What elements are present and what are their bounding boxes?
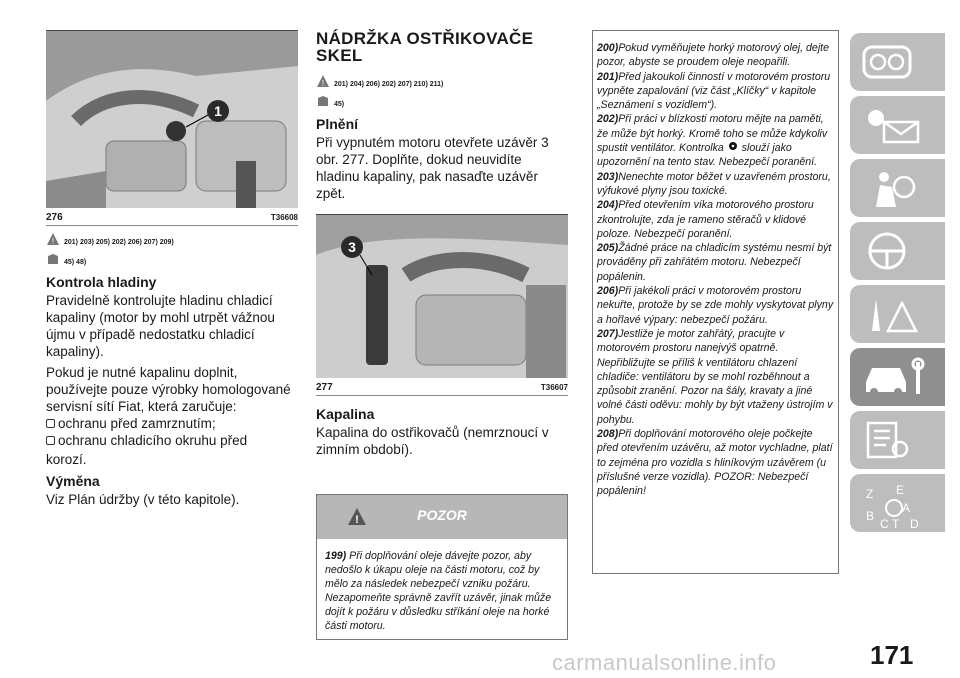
tab-dashboard[interactable] xyxy=(850,33,945,91)
callout-3: 3 xyxy=(348,239,356,255)
note-text: Před otevřením víka motorového prostoru zkontrolujte, zda je rameno stěračů v klidové poloze. Nebezpečí poranění. xyxy=(597,199,814,240)
note-text: Pokud vyměňujete horký motorový olej, dejte pozor, abyste se proudem oleje neopařili. xyxy=(597,42,830,69)
heading-fluid: Kapalina xyxy=(316,406,375,422)
paragraph: Viz Plán údržby (v této kapitole). xyxy=(46,492,240,507)
svg-text:!: ! xyxy=(355,514,359,526)
warning-triangle-icon xyxy=(316,74,330,88)
callout-1: 1 xyxy=(214,103,222,119)
note-number: 207) xyxy=(597,327,619,340)
svg-text:B: B xyxy=(866,509,875,523)
tab-emergency[interactable] xyxy=(850,285,945,343)
heading-filling: Plnění xyxy=(316,116,359,132)
warning-box-header xyxy=(317,495,567,539)
tab-lights-messages[interactable] xyxy=(850,96,945,154)
svg-text:E: E xyxy=(896,483,905,497)
engine-photo-276 xyxy=(46,30,298,208)
watermark: carmanualsonline.info xyxy=(552,650,777,675)
list-item xyxy=(597,241,834,284)
list-item xyxy=(597,198,834,241)
note-text: Při práci v blízkosti motoru mějte na paměti, že může být horký. Kromě toho se může kdykoliv spustit ventilátor. Kontrolka xyxy=(597,113,828,155)
engine-illustration xyxy=(316,215,568,378)
list-item xyxy=(597,70,834,113)
engine-photo-277 xyxy=(316,214,568,378)
note-text: Žádné práce na chladicím systému nesmí být prováděny při zahřátém motoru. Nebezpečí popálenin. xyxy=(597,242,832,283)
steering-wheel-icon xyxy=(862,230,912,272)
list-item xyxy=(597,427,834,498)
note-text: Nenechte motor běžet v uzavřeném prostoru, výfukové plyny jsou toxické. xyxy=(597,170,831,197)
paragraph: Při vypnutém motoru otevřete uzávěr 3 obr. 277. Doplňte, dokud neuvidíte hladinu kapaliny, pak nasaďte uzávěr zpět. xyxy=(316,135,549,201)
list-item xyxy=(597,284,834,327)
list-item xyxy=(46,415,298,432)
figure-number: 277 xyxy=(316,382,333,393)
note-refs-b xyxy=(316,94,568,108)
note-number: 200) xyxy=(597,42,619,54)
figure-caption-277 xyxy=(316,382,568,396)
car-wrench-icon xyxy=(862,356,932,398)
warning-box-text xyxy=(317,539,567,633)
notes-box xyxy=(592,30,839,574)
figure-number: 276 xyxy=(46,212,63,223)
dashboard-icon xyxy=(862,41,912,83)
svg-text:!: ! xyxy=(51,237,55,246)
tab-driving[interactable] xyxy=(850,222,945,280)
note-number: 204) xyxy=(597,199,619,212)
refs-text: 45) 48) xyxy=(64,259,87,266)
technical-data-icon xyxy=(862,419,912,461)
note-number: 201) xyxy=(597,70,619,83)
figure-code: T36607 xyxy=(540,383,568,392)
paragraph: korozí. xyxy=(46,452,87,467)
chapter-tabs xyxy=(850,33,960,537)
note-refs-b xyxy=(46,252,298,266)
note-text: Při doplňování oleje dávejte pozor, aby nedošlo k úkapu oleje na části motoru, což by mělo za následek nebezpečí vzniku požáru. Nezapomeňte správně zavřít uzávěr, jinak může dojít k požáru v důsledku stříkání oleje na horké části motoru. xyxy=(325,550,552,632)
section-title: NÁDRŽKA OSTŘIKOVAČE SKEL xyxy=(316,29,534,65)
note-text: Jestliže je motor zahřátý, pracujte v motorovém prostoru nanejvýš opatrně. Nepřibližujte se příliš k ventilátoru chlazení chladiče: ventilátoru by se mohl rozběhnout a způsobit zranění. Pozor na šály, kravaty a jiné volné části oděvu: mohly by být vtaženy ústrojím v pohybu. xyxy=(597,327,833,426)
heading-level-check: Kontrola hladiny xyxy=(46,274,157,290)
svg-text:D: D xyxy=(910,517,919,531)
svg-text:A: A xyxy=(902,501,911,515)
note-number: 203) xyxy=(597,170,619,183)
note-icon xyxy=(316,94,330,108)
list-item xyxy=(597,170,834,199)
note-icon xyxy=(46,252,60,266)
list-item xyxy=(46,432,298,449)
note-text: Při jakékoli práci v motorovém prostoru nekuřte, protože by se zde mohly vyskytovat plyny a hořlavé výpary: nebezpečí požáru. xyxy=(597,285,834,326)
note-number: 208) xyxy=(597,428,619,441)
tab-technical-data[interactable] xyxy=(850,411,945,469)
refs-text: 45) xyxy=(334,101,345,108)
column-middle xyxy=(316,30,568,458)
airbag-icon xyxy=(862,167,922,209)
column-left xyxy=(46,30,298,508)
paragraph: Pokud je nutné kapalinu doplnit, používejte pouze výrobky homologované servisní sítí Fiat, která zaručuje: xyxy=(46,365,291,414)
heading-replacement: Výměna xyxy=(46,473,100,489)
note-number: 205) xyxy=(597,242,619,255)
emergency-icon xyxy=(862,293,922,335)
tab-safety[interactable] xyxy=(850,159,945,217)
list-item-text: ochranu před zamrznutím; xyxy=(58,416,216,431)
svg-text:!: ! xyxy=(321,79,325,88)
warning-refs-a xyxy=(316,74,568,88)
note-number: 199) xyxy=(325,550,347,562)
paragraph: Pravidelně kontrolujte hladinu chladicí kapaliny (motor by mohl utrpět vážnou újmu v případě nedostatku chladicí kapaliny). xyxy=(46,293,275,359)
lights-messages-icon xyxy=(862,104,922,146)
warning-refs-a xyxy=(46,232,298,246)
list-item xyxy=(597,41,834,70)
engine-illustration xyxy=(46,31,298,208)
note-text: Před jakoukoli činností v motorovém prostoru vypněte zapalování (viz část „Klíčky“ v kapitole „Seznámení s vozidlem“). xyxy=(597,70,831,112)
fan-warning-light-icon xyxy=(727,141,739,151)
page-number: 171 xyxy=(870,640,914,670)
tab-maintenance[interactable] xyxy=(850,348,945,406)
refs-text: 201) 204) 206) 202) 207) 210) 211) xyxy=(334,81,444,88)
bullet-icon xyxy=(46,436,55,445)
warning-box-title: POZOR xyxy=(417,507,467,523)
svg-text:C: C xyxy=(880,517,889,531)
note-text: slouží jako upozornění na tento stav. Nebezpečí poranění. xyxy=(597,142,818,169)
list-item-text: ochranu chladicího okruhu před xyxy=(58,433,248,448)
tab-index[interactable] xyxy=(850,474,945,532)
svg-text:T: T xyxy=(892,517,900,531)
note-number: 202) xyxy=(597,113,619,126)
warning-box xyxy=(316,494,568,640)
figure-caption-276 xyxy=(46,212,298,226)
svg-text:Z: Z xyxy=(866,487,874,501)
list-item xyxy=(597,327,834,427)
refs-text: 201) 203) 205) 202) 206) 207) 209) xyxy=(64,239,174,246)
index-icon xyxy=(862,482,922,532)
note-number: 206) xyxy=(597,285,619,298)
paragraph: Kapalina do ostřikovačů (nemrznoucí v zimním období). xyxy=(316,425,549,457)
note-text: Při doplňování motorového oleje počkejte před otevřením uzávěru, až motor vychladne, platí to zejména pro vozidla s hliníkovým uzávěrem (u příslušné verze vozidla). POZOR: Nebezpečí popálenin! xyxy=(597,428,833,498)
warning-triangle-icon xyxy=(46,232,60,246)
list-item xyxy=(597,112,834,169)
figure-code: T36608 xyxy=(270,213,298,222)
bullet-icon xyxy=(46,419,55,428)
